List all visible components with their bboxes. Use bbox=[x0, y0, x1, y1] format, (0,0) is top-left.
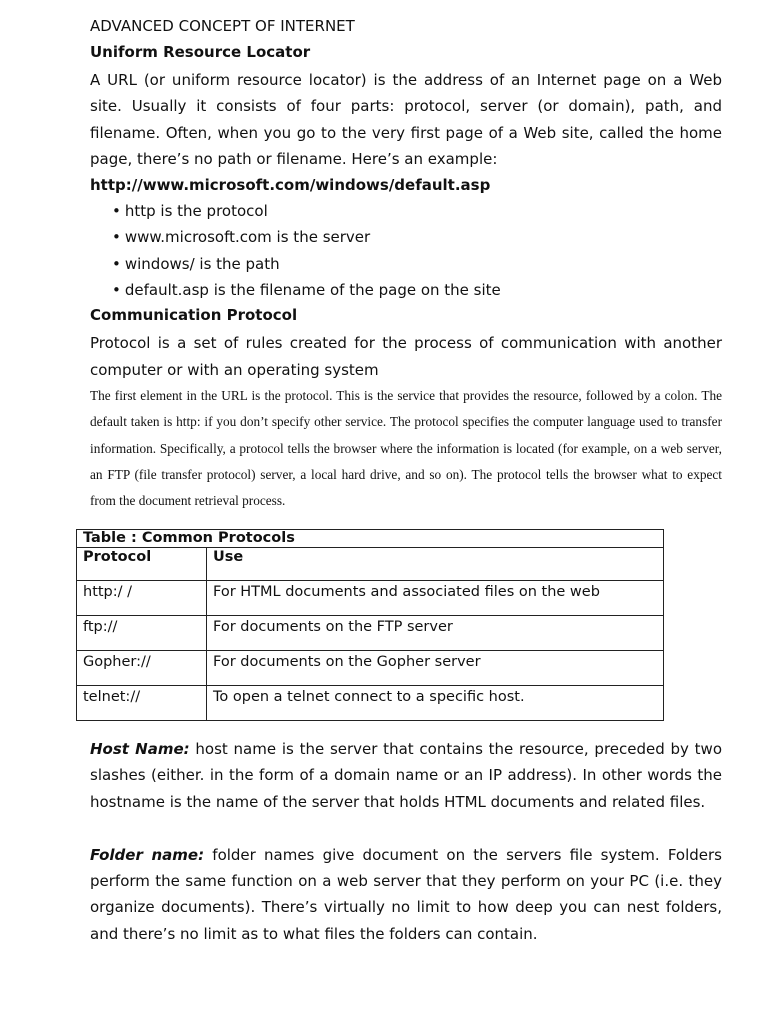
list-item bbox=[112, 277, 722, 303]
url-example: http://www.microsoft.com/windows/default.asp bbox=[90, 176, 491, 195]
list-item-text: windows/ is the path bbox=[124, 254, 280, 273]
host-name-paragraph bbox=[90, 736, 722, 815]
folder-name-text: folder names give document on the servers file system. Folders perform the same function on a web server that they perform on your PC (i.e. they organize documents). There’s virtually no limit to how deep you can nest folders, and there’s no limit as to what files the folders can contain. bbox=[90, 845, 722, 943]
list-item bbox=[112, 251, 722, 277]
protocol-definition: Protocol is a set of rules created for the process of communication with another computer or with an operating system bbox=[90, 334, 722, 379]
use-cell: To open a telnet connect to a specific host. bbox=[207, 686, 664, 721]
use-cell: For documents on the Gopher server bbox=[207, 651, 664, 686]
protocol-heading: Communication Protocol bbox=[90, 306, 298, 325]
url-heading: Uniform Resource Locator bbox=[90, 43, 311, 61]
bullet-icon: • bbox=[112, 281, 121, 300]
host-name-text: host name is the server that contains the resource, preceded by two slashes (either. in the form of a domain name or an IP address). In other words the hostname is the name of the server that holds HTML documents and related files. bbox=[90, 740, 722, 811]
protocol-detail-paragraph: The first element in the URL is the protocol. This is the service that provides the resource, followed by a colon. The default taken is http: if you don’t specify other service. The protocol specifies the computer language used to transfer information. Specifically, a protocol tells the browser where the information is located (for example, on a web server, an FTP (file transfer protocol) server, a local hard drive, and so on). The protocol tells the browser what to expect from the document retrieval process. bbox=[90, 387, 722, 509]
table-caption: Table : Common Protocols bbox=[77, 530, 664, 548]
column-header-protocol: Protocol bbox=[77, 548, 207, 581]
column-header-use: Use bbox=[207, 548, 664, 581]
bullet-icon: • bbox=[112, 202, 121, 221]
list-item bbox=[112, 224, 722, 250]
table-row bbox=[77, 581, 664, 616]
page-title: ADVANCED CONCEPT OF INTERNET bbox=[90, 17, 355, 35]
url-parts-list bbox=[90, 198, 722, 303]
protocols-table bbox=[76, 529, 664, 721]
protocol-cell: ftp:// bbox=[77, 616, 207, 651]
host-name-label: Host Name: bbox=[90, 740, 190, 758]
protocol-cell: telnet:// bbox=[77, 686, 207, 721]
list-item-text: http is the protocol bbox=[124, 202, 268, 221]
list-item-text: default.asp is the filename of the page on the site bbox=[124, 281, 501, 300]
folder-name-paragraph bbox=[90, 842, 722, 947]
bullet-icon: • bbox=[112, 228, 121, 247]
protocol-cell: Gopher:// bbox=[77, 651, 207, 686]
table-row bbox=[77, 651, 664, 686]
use-cell: For HTML documents and associated files on the web bbox=[207, 581, 664, 616]
use-cell: For documents on the FTP server bbox=[207, 616, 664, 651]
lower-section bbox=[90, 736, 722, 947]
url-intro-paragraph: A URL (or uniform resource locator) is the address of an Internet page on a Web site. Usually it consists of four parts: protocol, server (or domain), path, and filename. Often, when you go to the very first page of a Web site, called the home page, there’s no path or filename. Here’s an example: bbox=[90, 71, 722, 168]
protocol-cell: http:/ / bbox=[77, 581, 207, 616]
document-page bbox=[90, 15, 722, 514]
list-item-text: www.microsoft.com is the server bbox=[124, 228, 371, 247]
table-row bbox=[77, 686, 664, 721]
table-row bbox=[77, 616, 664, 651]
bullet-icon: • bbox=[112, 254, 121, 273]
folder-name-label: Folder name: bbox=[90, 845, 205, 864]
list-item bbox=[112, 198, 722, 224]
